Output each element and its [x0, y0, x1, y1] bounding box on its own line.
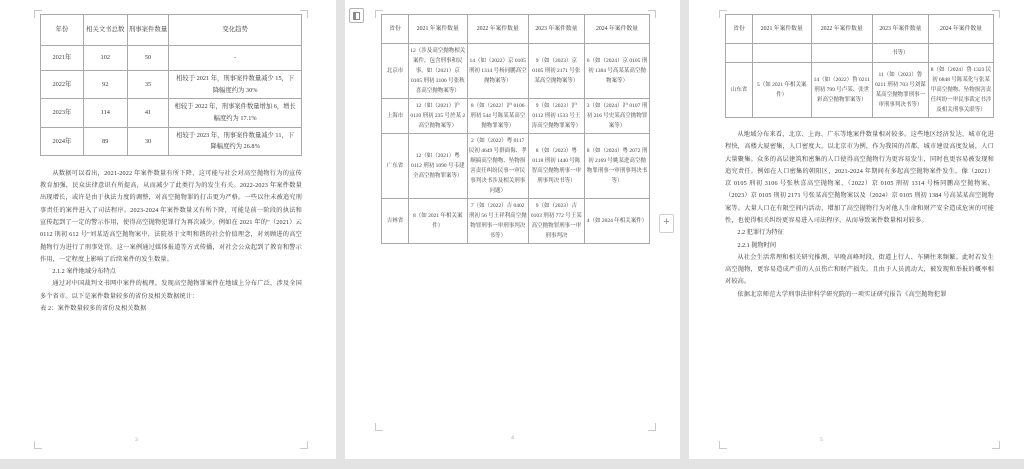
province-case-count-table[interactable]	[381, 14, 650, 244]
column-header-year-2023: 2023 年案件数量	[872, 15, 928, 44]
cell-province	[726, 44, 753, 63]
text-frame-corner-tick	[300, 10, 308, 18]
cell-trend: 相较于 2023 年，刑事案件数量减少 11，下降幅度约为 26.8%	[169, 127, 302, 155]
table-row[interactable]	[382, 134, 650, 199]
cell-2022: 8（如（2022）沪 0106 刑初 544 号陈某某高空抛物罪案等）	[467, 99, 528, 134]
heading-2-2: 2.2 犯罪行为特征	[737, 229, 784, 237]
text-frame-corner-tick	[719, 10, 727, 18]
column-header-trend: 变化趋势	[169, 15, 302, 46]
cell-total: 102	[83, 46, 127, 71]
cell-province: 上海市	[382, 99, 409, 134]
paragraph-data-analysis: 从数据可以看出，2021-2022 年案件数量有所下降，这可能与社会对高空抛物行为的宣传教育加强，民众法律意识有所提高，从而减少了此类行为的发生有关。2022-2023 年案件数量出现增长，或许是由于执法力度的调整，对高空抛物罪的打击更为严格。一些以往未被追究刑事责任的案件进入了司法程序。2023-2024 年案件数量又有所下降，可能是前一阶段的执法和宣传起到了一定的警示作用，使得高空抛物犯罪行为再次减少。例如在 2021 年的"（2021）云 0112 刑初 612 号"刘某适高空抛物案中，法院基于文明和谐的社会价值理念，对刘顾进的高空抛物行为进行了刑事处罚。这一案例通过媒体报道等方式传播，对社会公众起到了教育和警示作用，一定程度上影响了后续案件的发生数量。	[40, 169, 302, 263]
cell-2021: 5（如 2021 年相关案件）	[752, 63, 811, 118]
case-count-trend-table[interactable]	[40, 14, 302, 156]
cell-2024: 3（如（2024）沪 0107 刑初 216 号史某高空抛物罪案等）	[584, 99, 649, 134]
paragraph-region-analysis: 从地域分布来看，北京、上海、广东等地案件数量相对较多。这些地区经济发达，城市化进程快，高楼大厦密集，人口密度大。以北京市为例，作为我国的首都，城市建设高度发展，人口大量聚集。众多的高层建筑和密集的人口使得高空抛物行为更容易发生，同时也更容易被发现和追究责任。例如在人口密集的朝阳区，2021-2024 年期间有多起高空抛物案件发生。像（2021）京 0105 刑初 3106 号张秋喜高空抛物案、（2022）京 0105 刑初 1314 号杨同鹏高空抛物案、（2023）京 0105 刑初 2171 号张某高空抛物案以及（2024）京 0105 刑初 1384 号高某某高空抛物案等。大量人口在有限空间内活动，增加了高空抛物行为对他人生命和财产安全造成危害的可能性，也使得相关纠纷更容易进入司法程序，从而导致案件数量相对较多。	[725, 131, 994, 224]
document-page-5[interactable]	[689, 0, 1024, 469]
paragraph-region-distribution: 通过对中国裁判文书网中案件的梳理，发现高空抛物罪案件在地域上分布广泛，涉及全国多个省市。以下是案件数量较多的省份及相关数据统计：	[40, 280, 302, 300]
cell-year: 2021年	[41, 46, 84, 71]
cell-2021: 12（如（2021）粤 0112 刑初 1090 号韦建全高空抛物罪案等）	[408, 134, 467, 199]
table-header-row	[726, 15, 994, 44]
page-number: 3	[135, 437, 138, 443]
page-gap	[680, 0, 689, 469]
viewport-bottom-edge	[0, 459, 1024, 469]
cell-province: 吉林省	[382, 199, 409, 244]
column-header-year-2024: 2024 年案件数量	[584, 15, 649, 44]
column-header-province: 省份	[726, 15, 753, 44]
cell-2023: 11（如（2023）鲁 0211 刑初 703 号刘谋某高空抛物罪刑事一审刑事判决书等）	[872, 63, 928, 118]
document-page-4[interactable]	[345, 0, 680, 469]
cell-total: 114	[83, 99, 127, 127]
cell-province: 北京市	[382, 44, 409, 99]
table-row[interactable]	[41, 46, 302, 71]
table-row[interactable]	[41, 99, 302, 127]
cell-trend: 相较于 2021 年，刑事案件数量减少 15，下降幅度约为 30%	[169, 71, 302, 99]
table-row[interactable]	[41, 127, 302, 155]
document-page-3[interactable]	[0, 0, 336, 469]
cell-2021: 12（如（2021）沪 0110 刑初 235 号於某 2 高空抛物案等）	[408, 99, 467, 134]
cell-2024	[928, 44, 993, 63]
text-frame-corner-tick	[992, 10, 1000, 18]
cell-2021	[752, 44, 811, 63]
cell-2022: 7（如（2022）吉 0402 刑初 56 号王祥利高空抛物罪刑事一审刑事判决书等）	[467, 199, 528, 244]
table-row-continued[interactable]	[726, 44, 994, 63]
table-2-caption: 表 2：案件数量较多的省份及相关数据	[40, 304, 147, 312]
cell-criminal: 35	[127, 71, 169, 99]
cell-criminal: 50	[127, 46, 169, 71]
paragraph-throwing-time: 从社会生活常理和相关研究推测，早晚高峰时段，街道上行人、车辆往来频繁。此时若发生高空抛物，更容易造成严重的人员伤亡和财产损失。且由于人员流动大，被发现和举报的概率相对较高。	[725, 253, 994, 286]
cell-2024: 8（如（2024）鲁 1323 民初 6848 号陈某化与张某甲高空抛物、坠物损害责任纠纷一审民事裁定书涉及相关刑事关联等）	[928, 63, 993, 118]
cell-2022: 14（如（2022）京 0105 刑初 1314 号杨同鹏高空抛物案等）	[467, 44, 528, 99]
text-frame-corner-tick	[375, 423, 383, 431]
heading-2-2-1: 2.2.1 抛物时间	[737, 241, 777, 249]
table-row[interactable]	[382, 44, 650, 99]
cell-2023: 书等）	[872, 44, 928, 63]
table-move-handle-icon[interactable]	[349, 8, 364, 23]
table-header-row	[41, 15, 302, 46]
cell-2022: 2（如（2022）粤 0117 民初 4649 号群面侮、孝顺搞高空抛物、坠物损害责任纠纷民事一审民事判决书涉及相关刑事问题）	[467, 134, 528, 199]
add-column-button[interactable]: +	[659, 214, 674, 233]
cell-2021: 8（如 2021 年相关案件）	[408, 199, 467, 244]
column-header-total-docs: 相关文书总数	[83, 15, 127, 46]
cell-2021: 12（涉及高空抛物相关案件，包含刑事和民事，如（2021）京 0105 刑初 3106 号张秋喜高空抛物案等）	[408, 44, 467, 99]
column-header-year-2022: 2022 年案件数量	[811, 15, 872, 44]
cell-trend: 相较于 2022 年，刑事案件数量增加 6，增长幅度约为 17.1%	[169, 99, 302, 127]
table-header-row	[382, 15, 650, 44]
cell-2023: 9（如（2023）沪 0112 刑初 1533 号王涛高空抛物罪案等）	[528, 99, 584, 134]
cell-2023: 9（如（2023）吉 0103 刑初 772 号王某高空抛物罪刑事一审刑事判决	[528, 199, 584, 244]
column-header-year-2023: 2023 年案件数量	[528, 15, 584, 44]
cell-trend: -	[169, 46, 302, 71]
cell-2024: 8（如（2024）粤 2072 刑初 2169 号姚某进高空抛物罪刑事一审刑事判决书等）	[584, 134, 649, 199]
table-row[interactable]	[382, 99, 650, 134]
text-frame-corner-tick	[648, 10, 656, 18]
cell-province: 山东省	[726, 63, 753, 118]
column-header-year-2021: 2021 年案件数量	[752, 15, 811, 44]
province-case-count-table-continued[interactable]	[725, 14, 994, 118]
cell-2023: 9（如（2023）京 0105 刑初 2171 号张某高空抛物案等）	[528, 44, 584, 99]
cell-total: 92	[83, 71, 127, 99]
heading-2-1-2: 2.1.2 案件地域分布特点	[52, 268, 116, 276]
page-number: 5	[820, 437, 823, 443]
cell-2022	[811, 44, 872, 63]
cell-criminal: 41	[127, 99, 169, 127]
cell-province: 广东省	[382, 134, 409, 199]
column-header-criminal: 刑事案件数量	[127, 15, 169, 46]
table-row[interactable]	[726, 63, 994, 118]
column-header-year: 年份	[41, 15, 84, 46]
cell-year: 2023年	[41, 99, 84, 127]
cell-2023: 8（如（2023）粤 0118 刑初 1440 号陈智高空抛物刑事一审刑事判决书等）	[528, 134, 584, 199]
cell-year: 2024年	[41, 127, 84, 155]
text-frame-corner-tick	[375, 10, 383, 18]
column-header-province: 省份	[382, 15, 409, 44]
cell-2024: 4（如 2024 年相关案件）	[584, 199, 649, 244]
paragraph-research-report: 依据北京师范大学刑事法律科学研究院的一项实证研究报告《高空抛物犯罪	[737, 290, 947, 298]
table-row[interactable]	[382, 199, 650, 244]
page-number: 4	[511, 435, 514, 441]
column-header-year-2024: 2024 年案件数量	[928, 15, 993, 44]
text-frame-corner-tick	[648, 423, 656, 431]
text-frame-corner-tick	[34, 10, 42, 18]
cell-criminal: 30	[127, 127, 169, 155]
cell-2024: 6（如（2024）京 0105 刑初 1384 号高某某高空抛物案等）	[584, 44, 649, 99]
page-gap	[336, 0, 345, 469]
column-header-year-2021: 2021 年案件数量	[408, 15, 467, 44]
cell-year: 2022年	[41, 71, 84, 99]
cell-total: 89	[83, 127, 127, 155]
table-row[interactable]	[41, 71, 302, 99]
cell-2022: 14（如（2022）鲁 0211 刑初 799 号卢某、张世彩高空抛物罪案等）	[811, 63, 872, 118]
column-header-year-2022: 2022 年案件数量	[467, 15, 528, 44]
